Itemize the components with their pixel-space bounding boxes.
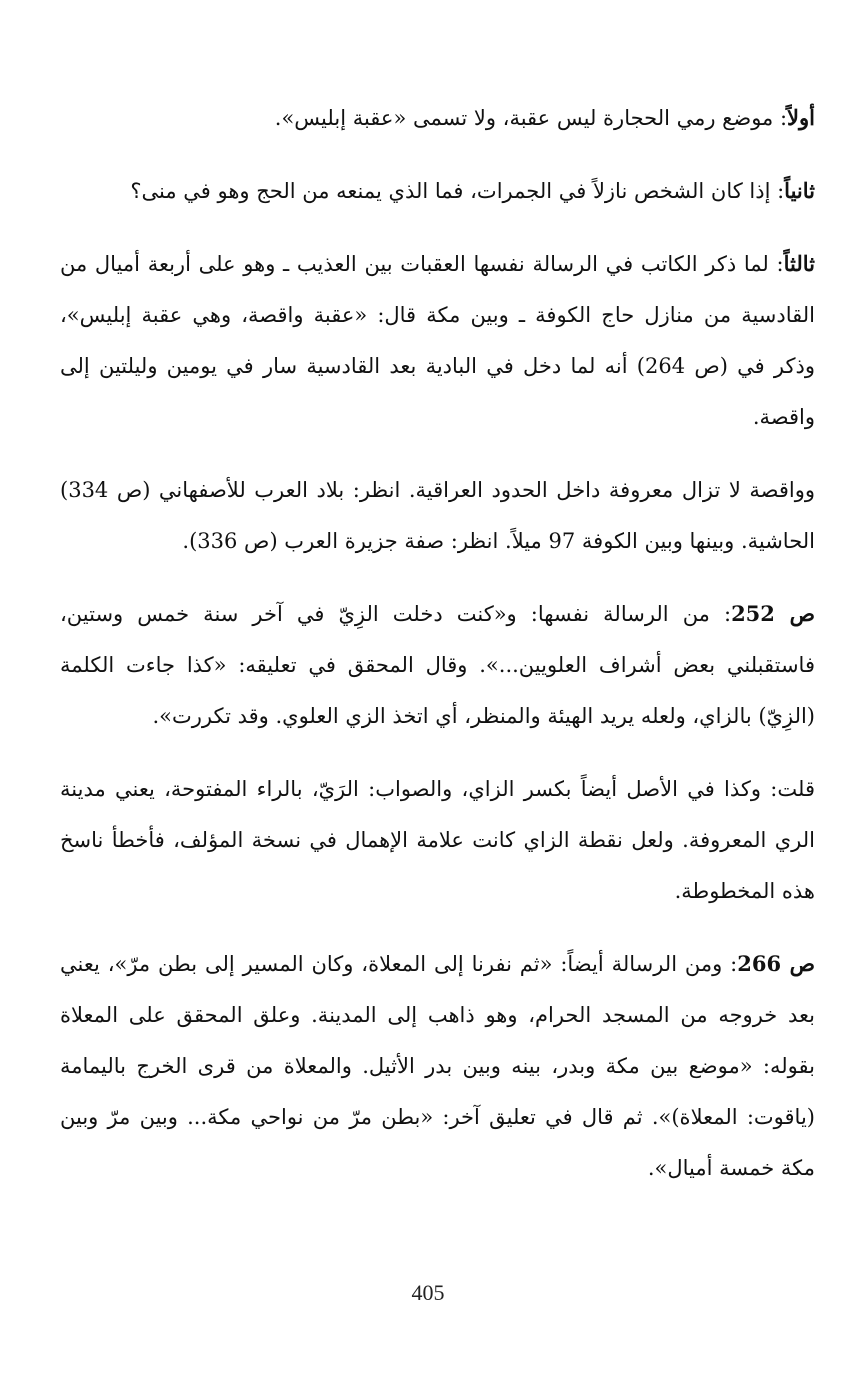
paragraph-lead: ص 252 <box>731 601 815 626</box>
paragraph-lead: أولاً <box>787 105 815 130</box>
paragraph-lead: ثالثاً <box>783 251 815 276</box>
paragraph-text: : موضع رمي الحجارة ليس عقبة، ولا تسمى «عقبة إبليس». <box>274 106 788 130</box>
paragraph-lead: ص 266 <box>737 951 815 976</box>
paragraph-text: : من الرسالة نفسها: و«كنت دخلت الزِيّ في آخر سنة خمس وستين، فاستقبلني بعض أشراف العلويين...». وقال المحقق في تعليقه: «كذا جاءت الكلمة (الزِيّ) بالزاي، ولعله يريد الهيئة والمنظر، أي اتخذ الزي العلوي. وقد تكررت». <box>60 602 815 728</box>
paragraph-page-266 <box>60 938 815 1194</box>
paragraph-correction <box>60 763 815 917</box>
paragraph-text: : لما ذكر الكاتب في الرسالة نفسها العقبات بين العذيب ـ وهو على أربعة أميال من القادسية من منازل حاج الكوفة ـ وبين مكة قال: «عقبة واقصة، وهي عقبة إبليس»، وذكر في (ص 264) أنه لما دخل في البادية بعد القادسية سار في يومين وليلتين إلى واقصة. <box>60 252 815 429</box>
paragraph-text: : إذا كان الشخص نازلاً في الجمرات، فما الذي يمنعه من الحج وهو في منى؟ <box>130 179 785 203</box>
paragraph-third-point <box>60 238 815 443</box>
paragraph-page-252 <box>60 588 815 742</box>
paragraph-first-point <box>60 92 815 144</box>
paragraph-second-point <box>60 165 815 217</box>
paragraph-text: وواقصة لا تزال معروفة داخل الحدود العراقية. انظر: بلاد العرب للأصفهاني (ص 334) الحاشية. وبينها وبين الكوفة 97 ميلاً. انظر: صفة جزيرة العرب (ص 336). <box>60 478 815 553</box>
paragraph-text: قلت: وكذا في الأصل أيضاً بكسر الزاي، والصواب: الرَيّ، بالراء المفتوحة، يعني مدينة الري المعروفة. ولعل نقطة الزاي كانت علامة الإهمال في نسخة المؤلف، فأخطأ ناسخ هذه المخطوطة. <box>60 777 815 903</box>
paragraph-lead: ثانياً <box>784 178 815 203</box>
page-body <box>60 92 815 1215</box>
page-number: 405 <box>411 1280 445 1305</box>
paragraph-waqisa <box>60 464 815 567</box>
paragraph-text: : ومن الرسالة أيضاً: «ثم نفرنا إلى المعلاة، وكان المسير إلى بطن مرّ»، يعني بعد خروجه من المسجد الحرام، وهو ذاهب إلى المدينة. وعلق المحقق على المعلاة بقوله: «موضع بين مكة وبدر، بينه وبين بدر الأثيل. والمعلاة من قرى الخرج باليمامة (ياقوت: المعلاة)». ثم قال في تعليق آخر: «بطن مرّ من نواحي مكة... وبين مرّ وبين مكة خمسة أميال». <box>60 952 815 1180</box>
